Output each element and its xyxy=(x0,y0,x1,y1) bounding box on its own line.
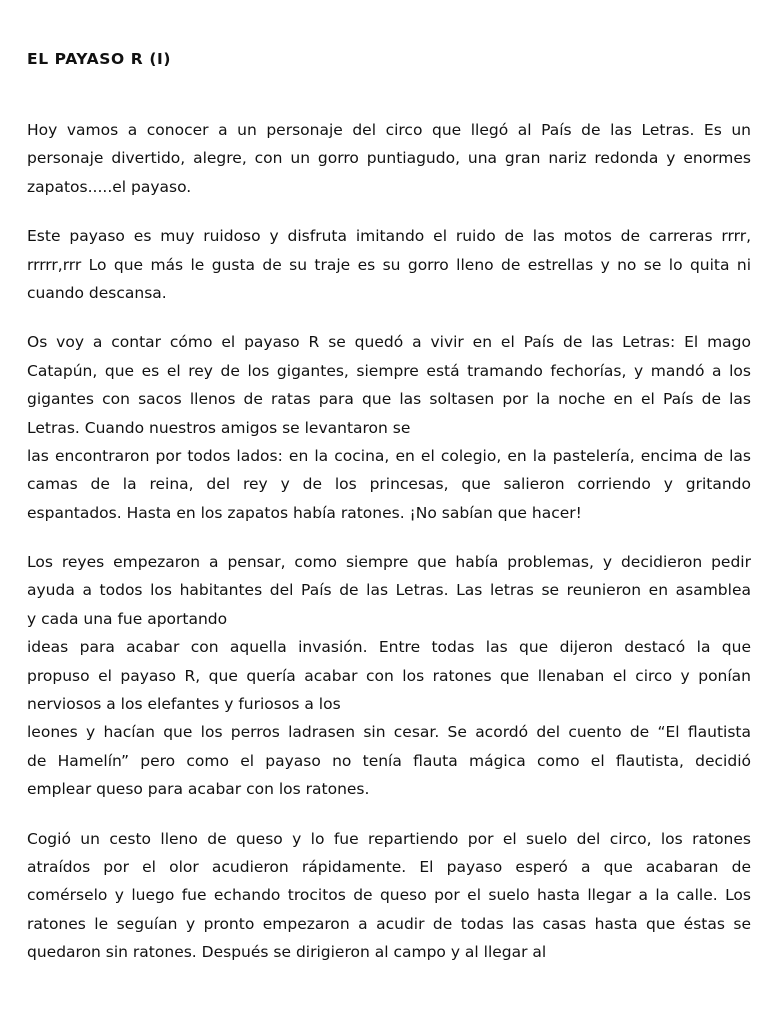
document-body xyxy=(27,116,751,967)
paragraph-2 xyxy=(27,222,751,307)
text-line: ratones le seguían y pronto empezaron a acudir de todas las casas hasta que éstas se xyxy=(27,914,751,933)
text-line: Catapún, que es el rey de los gigantes, siempre está tramando fechorías, y mandó a los xyxy=(27,361,751,380)
paragraph-3 xyxy=(27,328,751,527)
text-line: Cogió un cesto lleno de queso y lo fue repartiendo por el suelo del circo, los ratones xyxy=(27,829,751,848)
text-line: emplear queso para acabar con los ratones. xyxy=(27,780,370,799)
text-line: Este payaso es muy ruidoso y disfruta imitando el ruido de las motos de carreras rrrr, xyxy=(27,227,751,246)
text-line: personaje divertido, alegre, con un gorro puntiagudo, una gran nariz redonda y enormes xyxy=(27,149,751,168)
text-line: atraídos por el olor acudieron rápidamente. El payaso esperó a que acabaran de xyxy=(27,857,751,876)
text-line: ayuda a todos los habitantes del País de las Letras. Las letras se reunieron en asamblea xyxy=(27,581,751,600)
paragraph-5 xyxy=(27,825,751,967)
text-line: propuso el payaso R, que quería acabar con los ratones que llenaban el circo y ponían xyxy=(27,666,751,685)
paragraph-spacer xyxy=(27,804,751,825)
text-line: nerviosos a los elefantes y furiosos a los xyxy=(27,695,341,714)
text-line: camas de la reina, del rey y de los princesas, que salieron corriendo y gritando xyxy=(27,475,751,494)
text-line: gigantes con sacos llenos de ratas para que las soltasen por la noche en el País de las xyxy=(27,390,751,409)
paragraph-1 xyxy=(27,116,751,201)
text-line: rrrrr,rrr Lo que más le gusta de su traje es su gorro lleno de estrellas y no se lo quita ni xyxy=(27,255,751,274)
text-line: zapatos.....el payaso. xyxy=(27,177,192,196)
paragraph-4 xyxy=(27,548,751,804)
text-line: espantados. Hasta en los zapatos había ratones. ¡No sabían que hacer! xyxy=(27,503,582,522)
text-line: Letras. Cuando nuestros amigos se levantaron se xyxy=(27,418,411,437)
text-line: las encontraron por todos lados: en la cocina, en el colegio, en la pastelería, encima de las xyxy=(27,446,751,465)
paragraph-spacer xyxy=(27,307,751,328)
text-line: Os voy a contar cómo el payaso R se quedó a vivir en el País de las Letras: El mago xyxy=(27,333,751,352)
text-line: ideas para acabar con aquella invasión. Entre todas las que dijeron destacó la que xyxy=(27,638,751,657)
paragraph-spacer xyxy=(27,201,751,222)
text-line: Los reyes empezaron a pensar, como siempre que había problemas, y decidieron pedir xyxy=(27,553,751,572)
paragraph-spacer xyxy=(27,527,751,548)
text-line: comérselo y luego fue echando trocitos de queso por el suelo hasta llegar a la calle. Los xyxy=(27,886,751,905)
text-line: cuando descansa. xyxy=(27,283,167,302)
text-line: quedaron sin ratones. Después se dirigieron al campo y al llegar al xyxy=(27,943,547,962)
text-line: Hoy vamos a conocer a un personaje del circo que llegó al País de las Letras. Es un xyxy=(27,121,751,139)
text-line: leones y hacían que los perros ladrasen sin cesar. Se acordó del cuento de “El flautista xyxy=(27,723,751,742)
document-title: EL PAYASO R (I) xyxy=(27,50,172,68)
text-line: de Hamelín” pero como el payaso no tenía flauta mágica como el flautista, decidió xyxy=(27,751,751,770)
text-line: y cada una fue aportando xyxy=(27,609,228,628)
